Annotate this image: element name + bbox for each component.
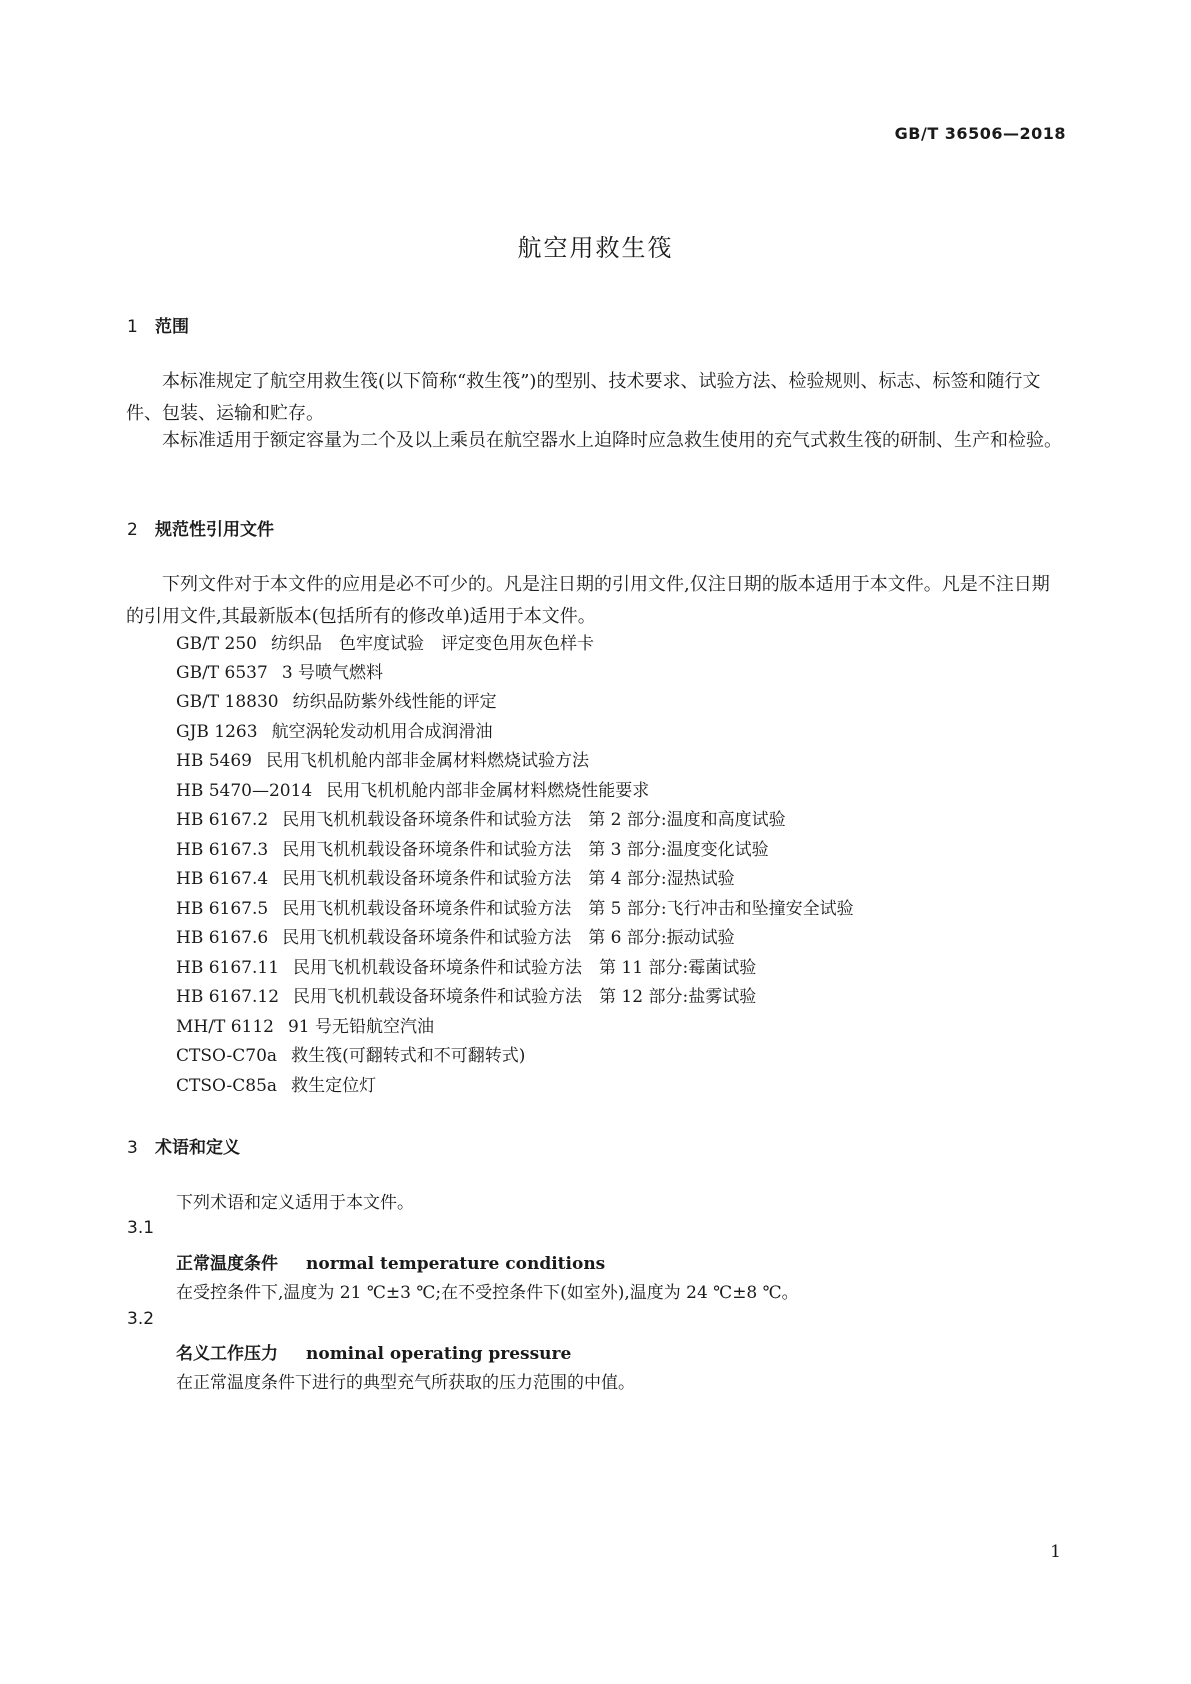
term-name-zh: 正常温度条件 (176, 1254, 278, 1274)
term-name-zh: 名义工作压力 (176, 1344, 278, 1364)
term-definition: 在受控条件下,温度为 21 ℃±3 ℃;在不受控条件下(如室外),温度为 24 ℃±8 ℃。 (176, 1283, 799, 1303)
term-name-en: nominal operating pressure (306, 1344, 572, 1364)
reference-item (176, 1042, 525, 1070)
section-number: 3 (127, 1138, 138, 1158)
reference-title: 救生筏(可翻转式和不可翻转式) (291, 1046, 526, 1066)
term-definition: 在正常温度条件下进行的典型充气所获取的压力范围的中值。 (176, 1373, 635, 1393)
reference-item (176, 865, 735, 893)
section-number: 2 (127, 520, 138, 540)
reference-title: 民用飞机机载设备环境条件和试验方法 第 3 部分:温度变化试验 (282, 840, 769, 860)
reference-title: 民用飞机机载设备环境条件和试验方法 第 2 部分:温度和高度试验 (282, 810, 786, 830)
reference-item (176, 1072, 376, 1100)
reference-title: 民用飞机机载设备环境条件和试验方法 第 4 部分:湿热试验 (282, 869, 735, 889)
section-number: 1 (127, 317, 138, 337)
reference-item (176, 1013, 434, 1041)
reference-item (176, 688, 497, 716)
reference-item (176, 659, 383, 687)
reference-code: CTSO-C70a (176, 1046, 278, 1066)
reference-title: 纺织品防紫外线性能的评定 (292, 692, 497, 712)
reference-code: HB 6167.2 (176, 810, 269, 830)
reference-code: CTSO-C85a (176, 1076, 278, 1096)
scope-paragraph-1: 本标准规定了航空用救生筏(以下简称“救生筏”)的型别、技术要求、试验方法、检验规则、标志、标签和随行文件、包装、运输和贮存。 (126, 371, 1041, 424)
reference-code: HB 6167.3 (176, 840, 269, 860)
reference-code: GB/T 18830 (176, 692, 279, 712)
term-name (176, 1339, 571, 1364)
reference-title: 航空涡轮发动机用合成润滑油 (271, 722, 493, 742)
reference-title: 民用飞机机载设备环境条件和试验方法 第 5 部分:飞行冲击和坠撞安全试验 (282, 899, 854, 919)
section-title: 范围 (155, 317, 189, 337)
reference-title: 民用飞机机舱内部非金属材料燃烧试验方法 (266, 751, 589, 771)
reference-code: HB 5470—2014 (176, 781, 313, 801)
term-name-en: normal temperature conditions (306, 1254, 606, 1274)
reference-item (176, 954, 756, 982)
reference-code: HB 6167.11 (176, 958, 280, 978)
reference-title: 91 号无铅航空汽油 (287, 1017, 435, 1037)
section-heading-terms-and-definitions (127, 1133, 240, 1158)
normative-intro-paragraph: 下列文件对于本文件的应用是必不可少的。凡是注日期的引用文件,仅注日期的版本适用于本文件。凡是不注日期的引用文件,其最新版本(包括所有的修改单)适用于本文件。 (126, 574, 1050, 627)
reference-title: 民用飞机机舱内部非金属材料燃烧性能要求 (326, 781, 650, 801)
reference-item (176, 777, 649, 805)
reference-item (176, 983, 756, 1011)
section-heading-scope (127, 312, 189, 337)
reference-code: GB/T 6537 (176, 663, 268, 683)
reference-item (176, 895, 854, 923)
terms-intro: 下列术语和定义适用于本文件。 (176, 1193, 414, 1213)
reference-item (176, 747, 589, 775)
reference-item (176, 718, 493, 746)
term-name (176, 1249, 605, 1274)
reference-code: HB 6167.6 (176, 928, 269, 948)
standard-code: GB/T 36506—2018 (894, 124, 1066, 143)
reference-code: GJB 1263 (176, 722, 258, 742)
reference-item (176, 630, 594, 658)
reference-title: 民用飞机机载设备环境条件和试验方法 第 11 部分:霉菌试验 (293, 958, 757, 978)
reference-title: 救生定位灯 (291, 1076, 377, 1096)
reference-item (176, 806, 786, 834)
reference-title: 民用飞机机载设备环境条件和试验方法 第 12 部分:盐雾试验 (293, 987, 757, 1007)
section-title: 规范性引用文件 (155, 520, 274, 540)
section-heading-normative-references (127, 515, 274, 540)
reference-code: HB 6167.12 (176, 987, 280, 1007)
scope-paragraph-2: 本标准适用于额定容量为二个及以上乘员在航空器水上迫降时应急救生使用的充气式救生筏的研制、生产和检验。 (162, 430, 1062, 451)
reference-code: GB/T 250 (176, 634, 257, 654)
term-number: 3.1 (127, 1218, 155, 1238)
term-number: 3.2 (127, 1309, 155, 1329)
reference-code: HB 6167.5 (176, 899, 269, 919)
reference-code: MH/T 6112 (176, 1017, 274, 1037)
reference-item (176, 836, 769, 864)
reference-title: 3 号喷气燃料 (281, 663, 384, 683)
document-title: 航空用救生筏 (517, 234, 674, 262)
reference-title: 民用飞机机载设备环境条件和试验方法 第 6 部分:振动试验 (282, 928, 735, 948)
reference-title: 纺织品 色牢度试验 评定变色用灰色样卡 (271, 634, 594, 654)
reference-item (176, 924, 735, 952)
reference-code: HB 5469 (176, 751, 252, 771)
page-number: 1 (1050, 1542, 1061, 1562)
section-title: 术语和定义 (155, 1138, 240, 1158)
reference-code: HB 6167.4 (176, 869, 269, 889)
